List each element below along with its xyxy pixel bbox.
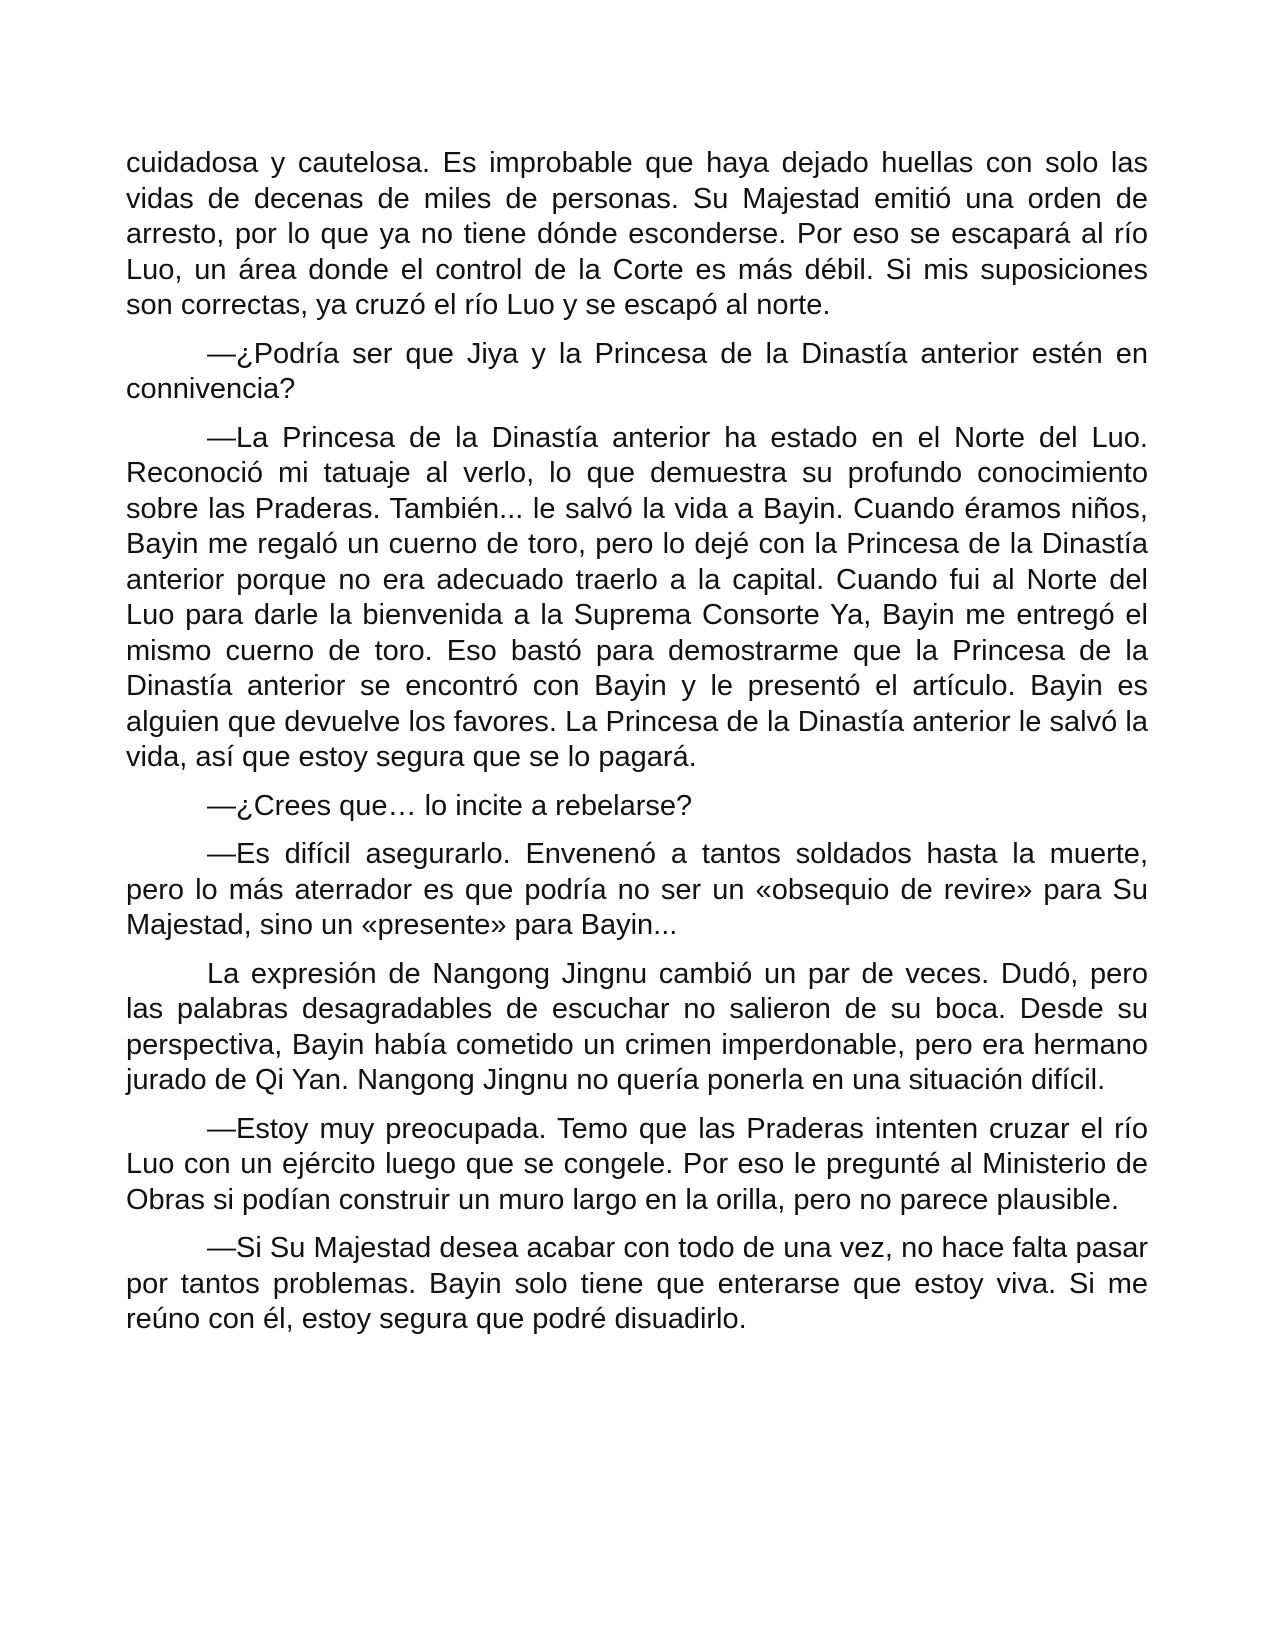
paragraph: —Si Su Majestad desea acabar con todo de una vez, no hace falta pasar por tantos problemas. Bayin solo tiene que enterarse que estoy viva. Si me reúno con él, estoy segura que podré disuadirlo. xyxy=(126,1232,1148,1335)
paragraph: cuidadosa y cautelosa. Es improbable que haya dejado huellas con solo las vidas de decenas de miles de personas. Su Majestad emitió una orden de arresto, por lo que ya no tiene dónde esconderse. Por eso se escapará al río Luo, un área donde el control de la Corte es más débil. Si mis suposiciones son correctas, ya cruzó el río Luo y se escapó al norte. xyxy=(126,147,1148,321)
document-page xyxy=(126,146,1148,1351)
paragraph: —¿Podría ser que Jiya y la Princesa de la Dinastía anterior estén en connivencia? xyxy=(126,337,1148,405)
paragraph: —Es difícil asegurarlo. Envenenó a tantos soldados hasta la muerte, pero lo más aterrador es que podría no ser un «obsequio de revire» para Su Majestad, sino un «presente» para Bayin... xyxy=(126,838,1148,941)
paragraph: —Estoy muy preocupada. Temo que las Praderas intenten cruzar el río Luo con un ejército luego que se congele. Por eso le pregunté al Ministerio de Obras si podían construir un muro largo en la orilla, pero no parece plausible. xyxy=(126,1112,1148,1216)
paragraph: —¿Crees que… lo incite a rebelarse? xyxy=(207,789,693,822)
paragraph: —La Princesa de la Dinastía anterior ha estado en el Norte del Luo. Reconoció mi tatuaje al verlo, lo que demuestra su profundo conocimiento sobre las Praderas. También... le salvó la vida a Bayin. Cuando éramos niños, Bayin me regaló un cuerno de toro, pero lo dejé con la Princesa de la Dinastía anterior porque no era adecuado traerlo a la capital. Cuando fui al Norte del Luo para darle la bienvenida a la Suprema Consorte Ya, Bayin me entregó el mismo cuerno de toro. Eso bastó para demostrarme que la Princesa de la Dinastía anterior se encontró con Bayin y le presentó el artículo. Bayin es alguien que devuelve los favores. La Princesa de la Dinastía anterior le salvó la vida, así que estoy segura que se lo pagará. xyxy=(126,421,1148,773)
paragraph: La expresión de Nangong Jingnu cambió un par de veces. Dudó, pero las palabras desagradables de escuchar no salieron de su boca. Desde su perspectiva, Bayin había cometido un crimen imperdonable, pero era hermano jurado de Qi Yan. Nangong Jingnu no quería ponerla en una situación difícil. xyxy=(126,957,1148,1096)
